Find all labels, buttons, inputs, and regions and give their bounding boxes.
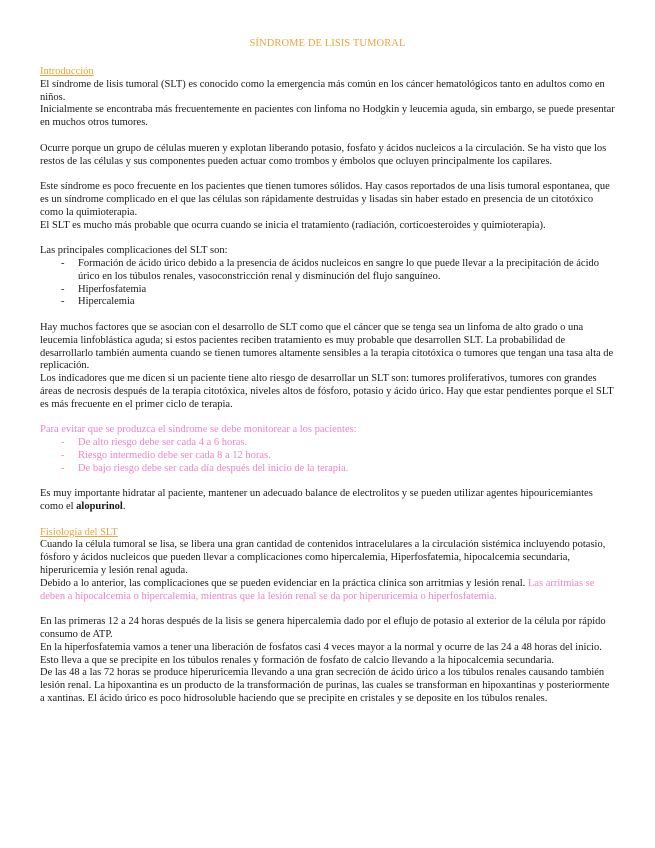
list-item: - De bajo riesgo debe ser cada día después del inicio de la terapia. <box>61 462 349 474</box>
paragraph: Los indicadores que me dicen si un paciente tiene alto riesgo de desarrollar un SLT son: tumores proliferativos, tumores con grandes áreas de necrosis después de la terapia citotóxica, niveles altos de fósforo, potasio y ácido úrico. Hay que estar pendientes porque el SLT es más frecuente en el primer ciclo de terapia. <box>40 373 614 410</box>
paragraph: En las primeras 12 a 24 horas después de la lisis se genera hipercalemia dado por el eflujo de potasio al exterior de la célula por rápido consumo de ATP. <box>40 616 606 641</box>
monitoring-intro: Para evitar que se produzca el síndrome se debe monitorear a los pacientes: <box>40 424 357 436</box>
paragraph: El síndrome de lisis tumoral (SLT) es conocido como la emergencia más común en los cáncer hematológicos tanto en adultos como en niños. <box>40 78 605 103</box>
section-heading-introduccion: Introducción <box>40 66 94 77</box>
section-heading-fisiologia: Fisiología del SLT <box>40 526 118 538</box>
list-item: - Hipercalemia <box>61 296 135 308</box>
highlighted-text: Las arritmias se deben a hipocalcemia o hipercalemia, mientras que la lesión renal se da por hiperuricemia o hiperfosfatemia. <box>40 577 595 602</box>
list-item: - Formación de ácido úrico debido a la presencia de ácidos nucleicos en sangre lo que puede llevar a la precipitación de ácido úrico en los túbulos renales, vasoconstricción renal y disminución del flujo sanguíneo. <box>61 257 599 282</box>
paragraph: De las 48 a las 72 horas se produce hiperuricemia llevando a una gran secreción de ácido úrico a los túbulos renales causando también lesión renal. La hipoxantina es un producto de la transformación de purinas, las cuales se transforman en hipoxantinas y posteriormente a xantinas. El ácido úrico es poco hidrosoluble haciendo que se precipite en cristales y se deposite en los túbulos renales. <box>40 667 610 705</box>
list-item: - De alto riesgo debe ser cada 4 a 6 horas. <box>61 437 248 449</box>
list-item: - Riesgo intermedio debe ser cada 8 a 12 horas. <box>61 449 271 461</box>
drug-name: alopurinol <box>76 501 123 513</box>
paragraph: Cuando la célula tumoral se lisa, se libera una gran cantidad de contenidos intracelulares a la circulación sistémica incluyendo potasio, fósforo y ácidos nucleicos que pueden llevar a complicaciones como hipercalemia, Hiperfosfatemia, hipocalcemia secundaria, hiperuricemia y lesión renal aguda. <box>40 539 606 577</box>
list-item: - Hiperfosfatemia <box>61 283 147 295</box>
paragraph: Es muy importante hidratar al paciente, mantener un adecuado balance de electrolitos y se pueden utilizar agentes hipouricemiantes como el alopurinol. <box>40 488 593 513</box>
document-title: SÍNDROME DE LISIS TUMORAL <box>249 38 406 49</box>
paragraph: En la hiperfosfatemia vamos a tener una liberación de fosfatos casi 4 veces mayor a la normal y ocurre de las 24 a 48 horas del inicio. Esto lleva a que se precipite en los túbulos renales y formación de fosfato de calcio llevando a la hipocalcemia secundaria. <box>40 641 602 666</box>
paragraph: El SLT es mucho más probable que ocurra cuando se inicia el tratamiento (radiación, corticoesteroides y quimioterapia). <box>40 219 546 231</box>
paragraph: Ocurre porque un grupo de células mueren y explotan liberando potasio, fosfato y ácidos nucleicos a la circulación. Se ha visto que los restos de las células y sus componentes pueden actuar como trombos y émbolos que ocluyen principalmente los capilares. <box>40 142 607 167</box>
paragraph: Este síndrome es poco frecuente en los pacientes que tienen tumores sólidos. Hay casos reportados de una lisis tumoral espontanea, que es un síndrome complicado en el que las células son rápidamente destruidas y lisadas sin haber estado en presencia de un citotóxico como la quimioterapia. <box>40 181 610 218</box>
paragraph: Inicialmente se encontraba más frecuentemente en pacientes con linfoma no Hodgkin y leucemia aguda, sin embargo, se puede presentar en muchos otros tumores. <box>40 104 615 129</box>
monitoring-list <box>40 437 615 475</box>
paragraph: Hay muchos factores que se asocian con el desarrollo de SLT como que el cáncer que se tenga sea un linfoma de alto grado o una leucemia linfoblástica aguda; si estos pacientes reciben tratamiento es muy probable que desarrollen SLT. La probabilidad de desarrollarlo también aumenta cuando se tienen tumores altamente sensibles a la terapia citotóxica o tumores que tengan una tasa alta de replicación. <box>40 321 614 372</box>
paragraph: Las principales complicaciones del SLT son: <box>40 245 228 257</box>
complications-list <box>40 258 615 309</box>
paragraph: Debido a lo anterior, las complicaciones que se pueden evidenciar en la práctica clínica son arritmias y lesión renal. Las arritmias se deben a hipocalcemia o hipercalemia, mientras que la lesión renal se da por hiperuricemia o hiperfosfatemia. <box>40 577 595 602</box>
